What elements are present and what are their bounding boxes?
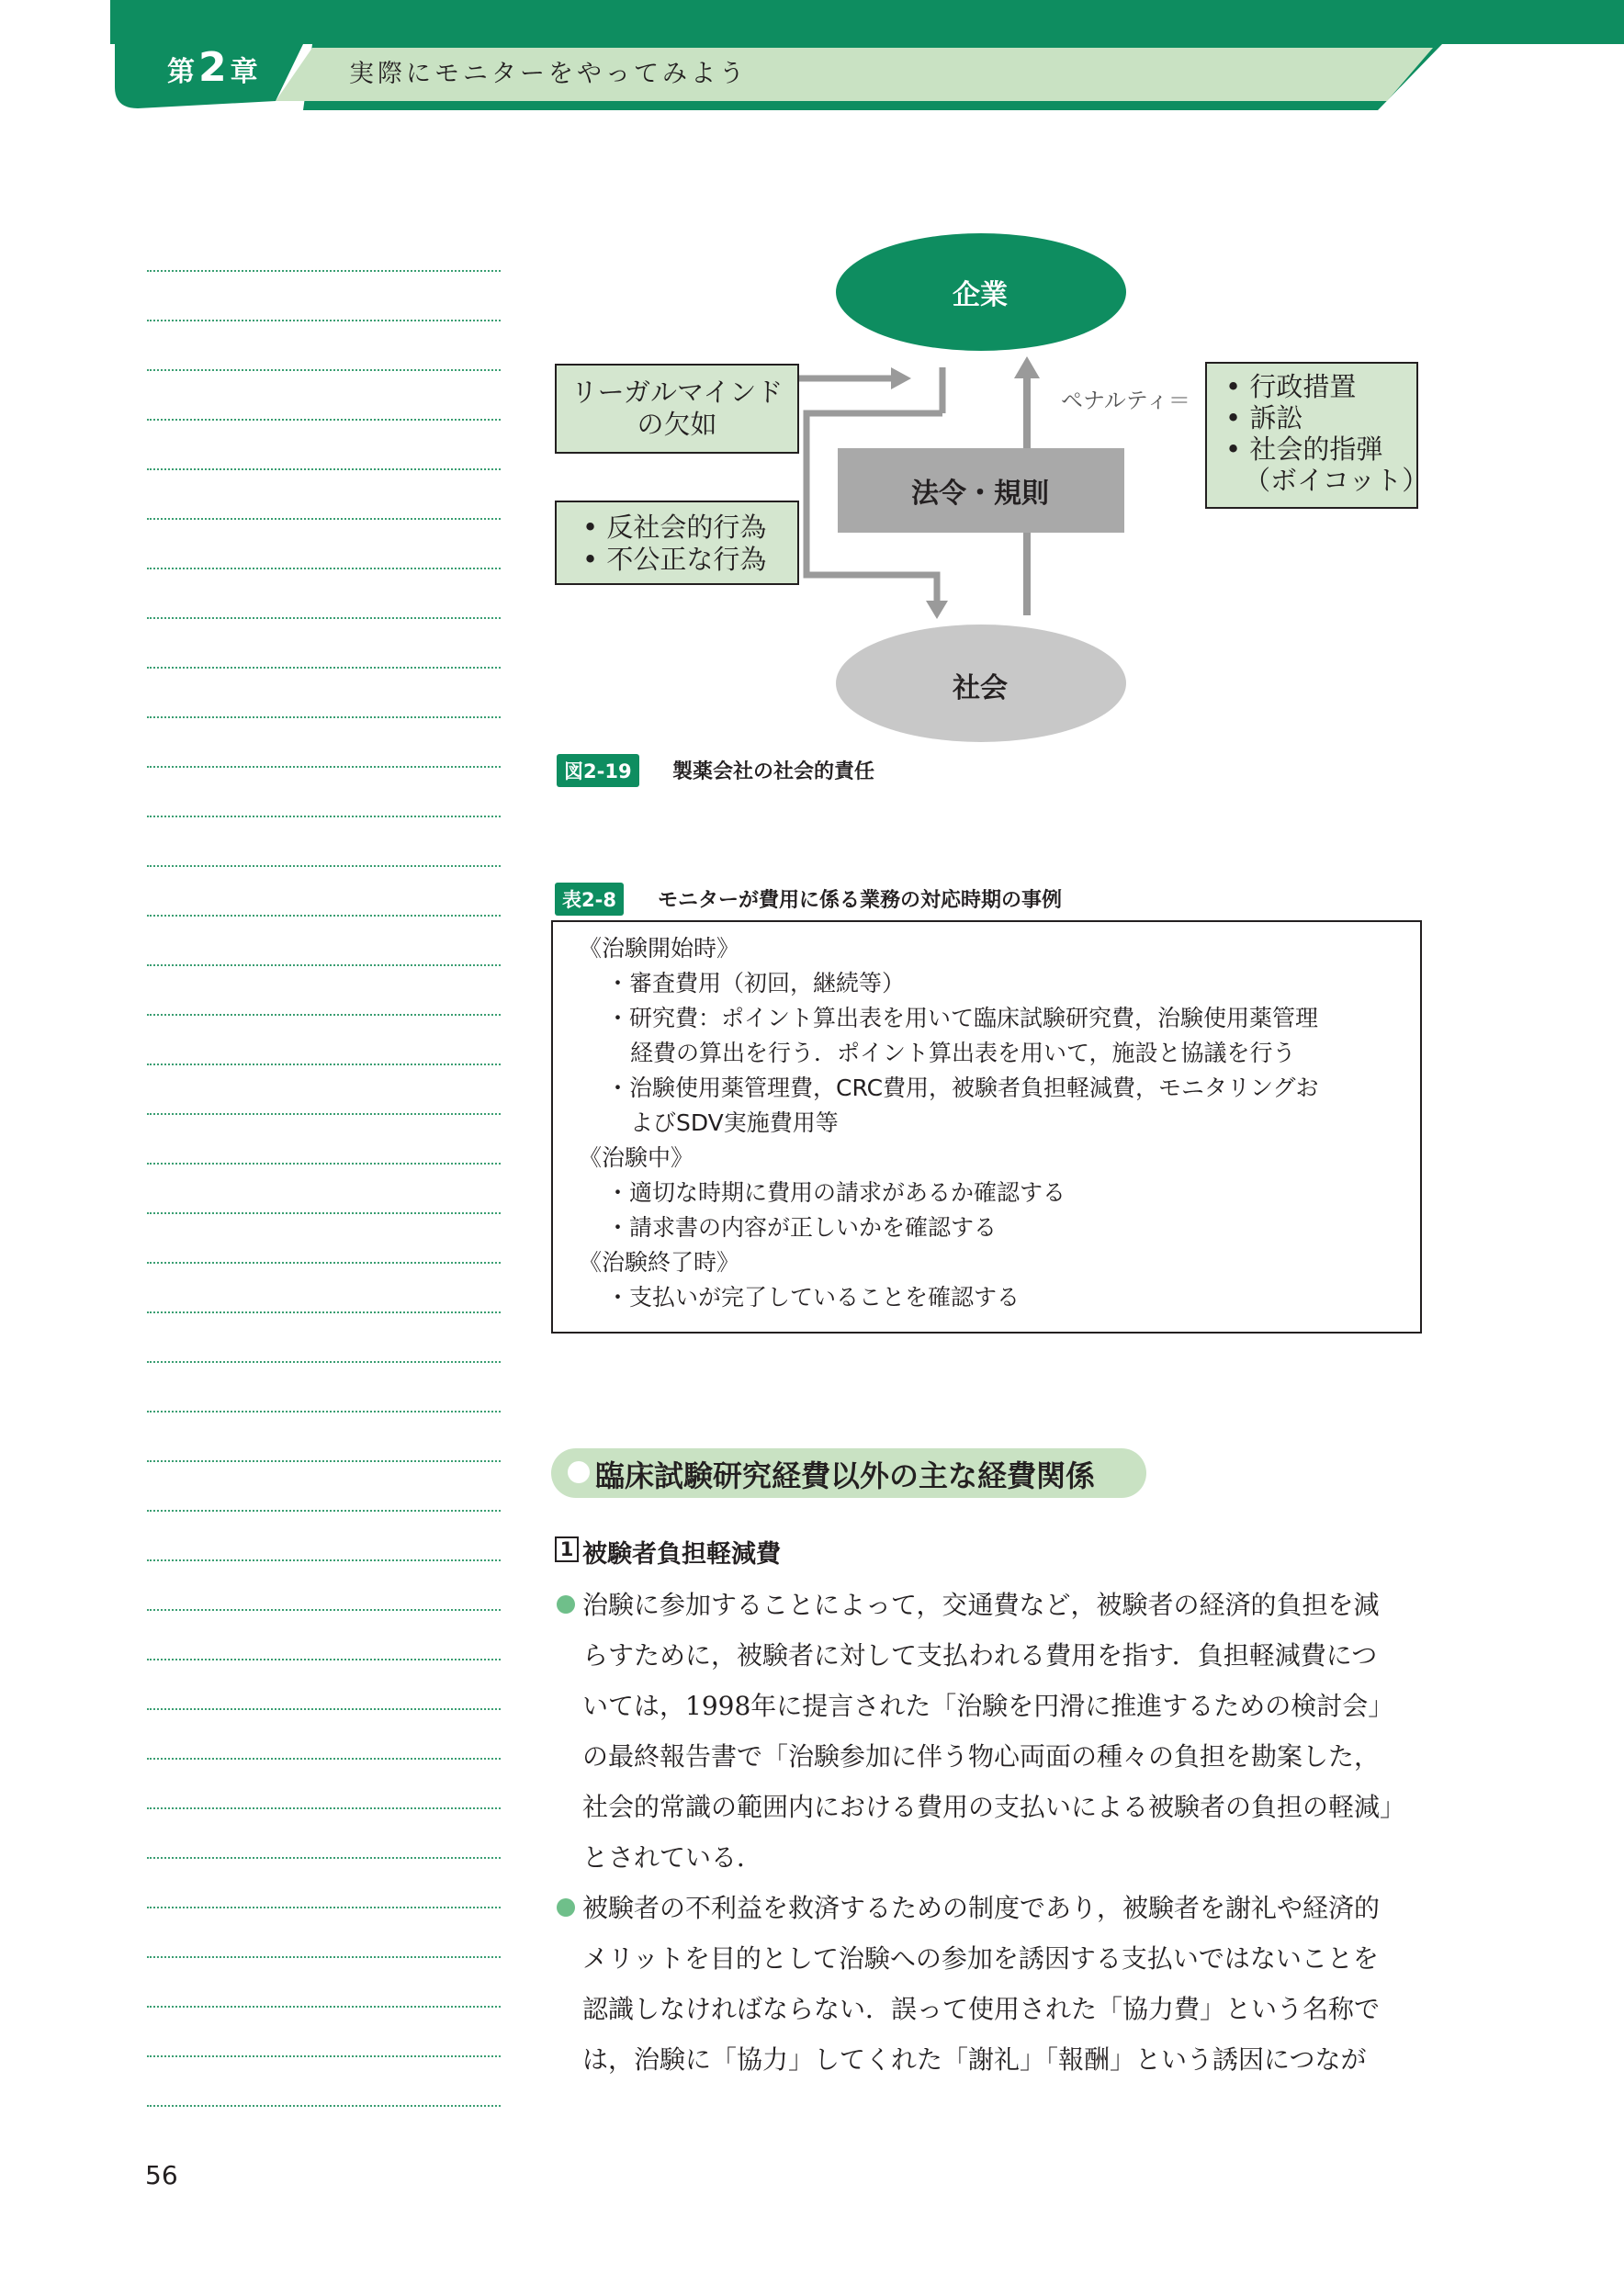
table-line: ・適切な時期に費用の請求があるか確認する	[606, 1179, 1066, 1206]
table-line: 経費の算出を行う．ポイント算出表を用いて，施設と協議を行う	[630, 1040, 1296, 1066]
memo-dotted-line	[147, 1411, 501, 1412]
section-bullet-icon	[568, 1461, 590, 1483]
memo-dotted-line	[147, 716, 501, 718]
table-line: ・審査費用（初回，継続等）	[606, 970, 906, 996]
memo-dotted-line	[147, 2055, 501, 2057]
table-line: ・治験使用薬管理費，CRC費用，被験者負担軽減費，モニタリングお	[606, 1075, 1319, 1101]
chapter-title: 実際にモニターをやってみよう	[349, 60, 748, 88]
memo-dotted-line	[147, 1064, 501, 1065]
table-line: 《治験中》	[579, 1144, 694, 1171]
memo-dotted-line	[147, 419, 501, 421]
memo-dotted-line	[147, 369, 501, 371]
penalty-label: ペナルティ＝	[1061, 388, 1190, 413]
section-heading: 臨床試験研究経費以外の主な経費関係	[595, 1458, 1096, 1493]
body-line: いては，1998年に提言された「治験を円滑に推進するための検討会」	[582, 1691, 1394, 1721]
body-line: とされている．	[582, 1842, 763, 1873]
table-caption: モニターが費用に係る業務の対応時期の事例	[658, 889, 1063, 912]
memo-dotted-line	[147, 1361, 501, 1363]
penalty-box: • 行政措置 • 訴訟 • 社会的指弾 （ボイコット）	[1205, 362, 1418, 509]
body-line: メリットを目的として治験への参加を誘因する支払いではないことを	[582, 1943, 1379, 1974]
memo-dotted-line	[147, 964, 501, 966]
memo-dotted-line	[147, 915, 501, 917]
table-badge: 表2-8	[555, 883, 624, 916]
body-line: 社会的常識の範囲内における費用の支払いによる被験者の負担の軽減」	[582, 1792, 1406, 1822]
legal-mind-box: リーガルマインド の欠如	[555, 364, 799, 454]
memo-dotted-line	[147, 1014, 501, 1016]
bullet-icon	[557, 1898, 575, 1917]
memo-dotted-line	[147, 1659, 501, 1660]
memo-dotted-line	[147, 1559, 501, 1561]
memo-dotted-line	[147, 1758, 501, 1760]
body-line: らすために，被験者に対して支払われる費用を指す．負担軽減費につ	[582, 1640, 1378, 1671]
body-line: の最終報告書で「治験参加に伴う物心両面の種々の負担を勘案した，	[582, 1741, 1381, 1772]
page-number: 56	[145, 2160, 178, 2190]
society-label: 社会	[953, 672, 1008, 704]
misconduct-box: • 反社会的行為 • 不公正な行為	[555, 501, 799, 585]
subsection-heading: 被験者負担軽減費	[582, 1540, 781, 1569]
memo-dotted-line	[147, 1510, 501, 1512]
memo-dotted-line	[147, 1807, 501, 1809]
body-line: 認識しなければならない．誤って使用された「協力費」という名称で	[582, 1994, 1381, 2024]
memo-dotted-line	[147, 1857, 501, 1859]
memo-dotted-line	[147, 816, 501, 817]
table-line: ・請求書の内容が正しいかを確認する	[606, 1214, 998, 1241]
company-label: 企業	[953, 279, 1008, 311]
table-line: 《治験終了時》	[579, 1249, 740, 1276]
memo-dotted-line	[147, 2006, 501, 2008]
body-line: 治験に参加することによって，交通費など，被験者の経済的負担を減	[582, 1590, 1380, 1620]
subsection-number: 1	[555, 1536, 579, 1562]
memo-dotted-line	[147, 1163, 501, 1165]
memo-dotted-line	[147, 1609, 501, 1611]
table-line: 《治験開始時》	[579, 935, 740, 962]
memo-dotted-line	[147, 1262, 501, 1264]
body-line: 被験者の不利益を救済するための制度であり，被験者を謝礼や経済的	[582, 1893, 1381, 1923]
memo-dotted-line	[147, 1460, 501, 1462]
law-label: 法令・規則	[911, 478, 1049, 510]
memo-dotted-line	[147, 1907, 501, 1908]
memo-dotted-line	[147, 865, 501, 867]
memo-dotted-line	[147, 617, 501, 619]
table-line: ・支払いが完了していることを確認する	[606, 1284, 1021, 1311]
table-line: よびSDV実施費用等	[630, 1109, 839, 1136]
memo-dotted-line	[147, 766, 501, 768]
memo-dotted-line	[147, 568, 501, 569]
memo-dotted-line	[147, 2105, 501, 2107]
memo-dotted-line	[147, 1311, 501, 1313]
memo-dotted-line	[147, 1212, 501, 1214]
memo-dotted-line	[147, 518, 501, 520]
memo-dotted-line	[147, 667, 501, 669]
memo-dotted-line	[147, 468, 501, 470]
table-box	[551, 920, 1422, 1334]
memo-dotted-line	[147, 1708, 501, 1710]
chapter-label: 第2 章	[167, 44, 258, 91]
memo-dotted-line	[147, 270, 501, 272]
memo-dotted-line	[147, 320, 501, 321]
table-line: ・研究費：ポイント算出表を用いて臨床試験研究費，治験使用薬管理	[606, 1005, 1319, 1031]
memo-dotted-line	[147, 1956, 501, 1958]
memo-dotted-line	[147, 1113, 501, 1115]
body-line: は，治験に「協力」してくれた「謝礼」「報酬」という誘因につなが	[582, 2044, 1367, 2075]
figure-badge: 図2-19	[557, 754, 639, 787]
bullet-icon	[557, 1595, 575, 1614]
figure-caption: 製薬会社の社会的責任	[672, 760, 875, 783]
